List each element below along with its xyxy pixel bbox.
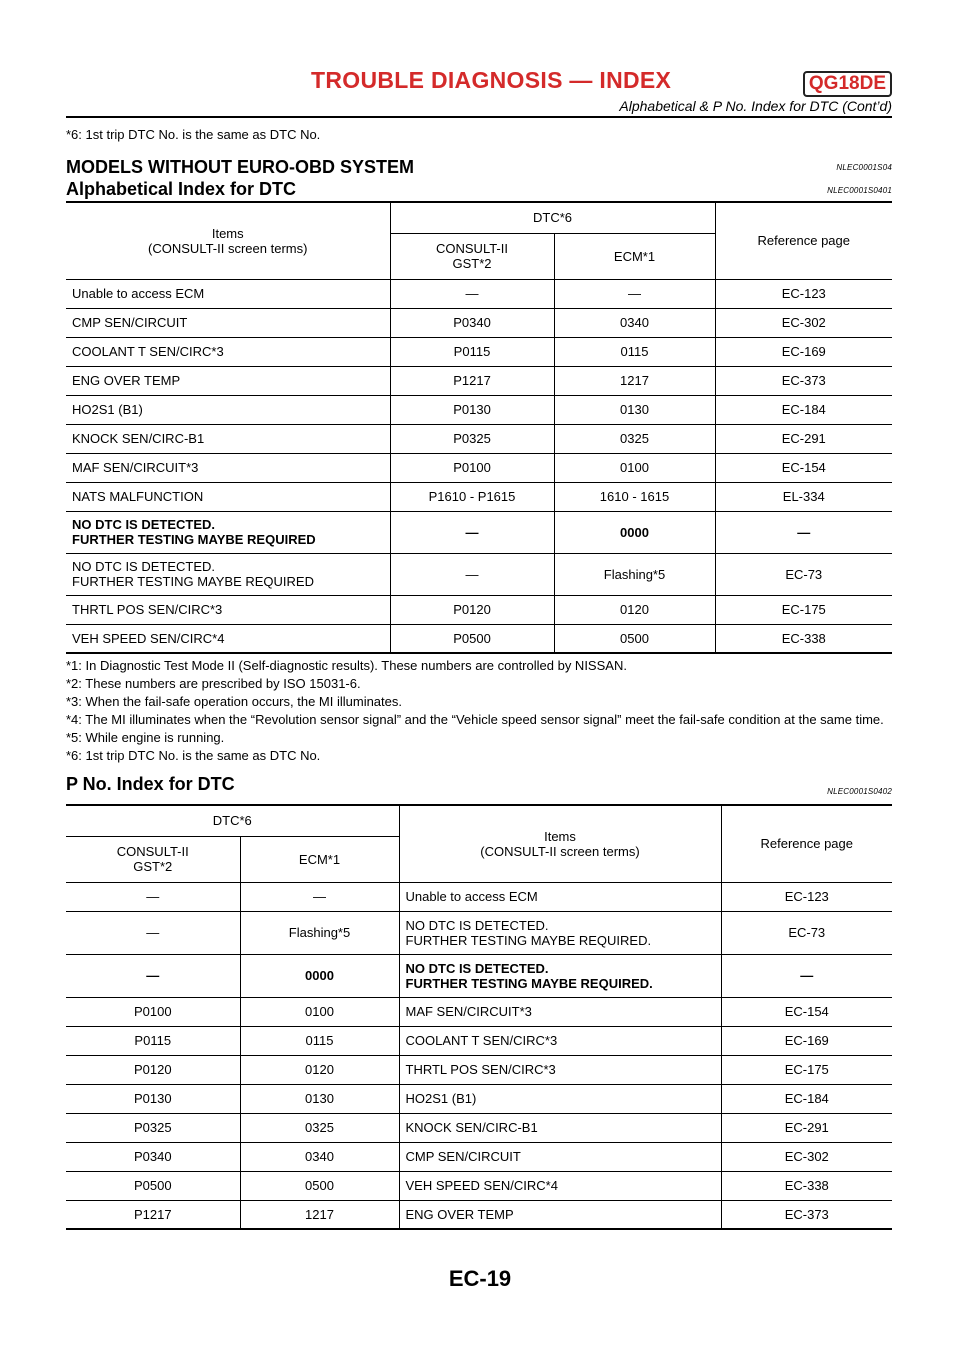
consult-cell: P0130 [66, 1084, 240, 1113]
table-row [66, 279, 892, 308]
table-row [66, 366, 892, 395]
ecm-cell: 0325 [554, 424, 715, 453]
reference-cell: EC-184 [721, 1084, 892, 1113]
reference-cell: EC-154 [721, 997, 892, 1026]
table-row [66, 624, 892, 653]
ecm-cell: 0130 [554, 395, 715, 424]
reference-cell: EC-154 [715, 453, 892, 482]
item-cell: HO2S1 (B1) [66, 395, 390, 424]
alpha-index-code: NLEC0001S0401 [827, 186, 892, 195]
item-cell: Unable to access ECM [66, 279, 390, 308]
col-header-ecm: ECM*1 [554, 233, 715, 279]
item-cell: THRTL POS SEN/CIRC*3 [66, 595, 390, 624]
ecm-cell: 0340 [554, 308, 715, 337]
ecm-cell: 0115 [554, 337, 715, 366]
table-row [66, 911, 892, 954]
footnote: *5: While engine is running. [66, 730, 225, 745]
ecm-cell: 0100 [240, 997, 399, 1026]
consult-cell: P0115 [66, 1026, 240, 1055]
consult-cell: P0500 [390, 624, 554, 653]
ecm-cell: Flashing*5 [240, 911, 399, 954]
reference-cell: EC-338 [715, 624, 892, 653]
footnote: *2: These numbers are prescribed by ISO 15031-6. [66, 676, 361, 691]
reference-cell: EC-373 [721, 1200, 892, 1229]
ecm-cell: 0000 [554, 511, 715, 553]
table-row [66, 1142, 892, 1171]
table-row [66, 1055, 892, 1084]
item-cell: Unable to access ECM [399, 882, 721, 911]
item-cell: NO DTC IS DETECTED. FURTHER TESTING MAYBE REQUIRED. [399, 911, 721, 954]
reference-cell: EC-373 [715, 366, 892, 395]
consult-cell: — [66, 882, 240, 911]
consult-cell: P0325 [66, 1113, 240, 1142]
ecm-cell: 1217 [240, 1200, 399, 1229]
reference-cell: EC-291 [721, 1113, 892, 1142]
col-header-ref: Reference page [715, 203, 892, 279]
reference-cell: EC-302 [715, 308, 892, 337]
table-row [66, 553, 892, 595]
header-subtitle: Alphabetical & P No. Index for DTC (Cont’d) [619, 98, 892, 114]
engine-code-badge: QG18DE [803, 71, 892, 97]
ecm-cell: 0000 [240, 954, 399, 997]
consult-cell: P0100 [66, 997, 240, 1026]
section-heading-block [66, 157, 892, 201]
consult-cell: P0120 [390, 595, 554, 624]
consult-cell: — [66, 954, 240, 997]
pno-index-heading: P No. Index for DTC [66, 774, 235, 794]
top-note: *6: 1st trip DTC No. is the same as DTC No. [66, 127, 321, 142]
consult-cell: P0120 [66, 1055, 240, 1084]
ecm-cell: — [240, 882, 399, 911]
consult-cell: P1217 [390, 366, 554, 395]
section-heading: MODELS WITHOUT EURO-OBD SYSTEM [66, 157, 414, 177]
ecm-cell: 0500 [240, 1171, 399, 1200]
table-row [66, 1084, 892, 1113]
item-cell: HO2S1 (B1) [399, 1084, 721, 1113]
col-header-consult: CONSULT-II GST*2 [390, 233, 554, 279]
consult-cell: P1610 - P1615 [390, 482, 554, 511]
footnote: *6: 1st trip DTC No. is the same as DTC No. [66, 748, 321, 763]
reference-cell: EC-123 [721, 882, 892, 911]
ecm-cell: 0115 [240, 1026, 399, 1055]
item-cell: THRTL POS SEN/CIRC*3 [399, 1055, 721, 1084]
ecm-cell: 0340 [240, 1142, 399, 1171]
col-header-ref: Reference page [721, 806, 892, 882]
consult-cell: P0115 [390, 337, 554, 366]
pno-heading-block [66, 774, 892, 804]
item-cell: ENG OVER TEMP [399, 1200, 721, 1229]
col-header-ecm: ECM*1 [240, 836, 399, 882]
table-row [66, 882, 892, 911]
consult-cell: P1217 [66, 1200, 240, 1229]
col-header-consult: CONSULT-II GST*2 [66, 836, 240, 882]
alpha-dtc-table [66, 203, 892, 654]
item-cell: NATS MALFUNCTION [66, 482, 390, 511]
item-cell: CMP SEN/CIRCUIT [399, 1142, 721, 1171]
pno-index-code: NLEC0001S0402 [827, 787, 892, 796]
table-row [66, 482, 892, 511]
footnote: *1: In Diagnostic Test Mode II (Self-diagnostic results). These numbers are controlled by NISSAN. [66, 658, 627, 673]
ecm-cell: 0130 [240, 1084, 399, 1113]
reference-cell: — [721, 954, 892, 997]
table-row [66, 1113, 892, 1142]
consult-cell: P0130 [390, 395, 554, 424]
item-cell: CMP SEN/CIRCUIT [66, 308, 390, 337]
item-cell: KNOCK SEN/CIRC-B1 [66, 424, 390, 453]
item-cell: MAF SEN/CIRCUIT*3 [399, 997, 721, 1026]
reference-cell: — [715, 511, 892, 553]
consult-cell: P0340 [390, 308, 554, 337]
ecm-cell: 0500 [554, 624, 715, 653]
ecm-cell: 0325 [240, 1113, 399, 1142]
item-cell: VEH SPEED SEN/CIRC*4 [399, 1171, 721, 1200]
reference-cell: EC-175 [721, 1055, 892, 1084]
item-cell: NO DTC IS DETECTED. FURTHER TESTING MAYBE REQUIRED [66, 511, 390, 553]
reference-cell: EC-169 [715, 337, 892, 366]
reference-cell: EC-175 [715, 595, 892, 624]
alpha-index-heading: Alphabetical Index for DTC [66, 179, 297, 199]
ecm-cell: 0100 [554, 453, 715, 482]
table-row [66, 453, 892, 482]
section-code: NLEC0001S04 [836, 163, 892, 172]
header-title: TROUBLE DIAGNOSIS — INDEX [311, 67, 672, 93]
reference-cell: EC-73 [721, 911, 892, 954]
reference-cell: EC-169 [721, 1026, 892, 1055]
table-row [66, 997, 892, 1026]
footnotes [66, 658, 892, 764]
consult-cell: P0100 [390, 453, 554, 482]
ecm-cell: Flashing*5 [554, 553, 715, 595]
table-row [66, 424, 892, 453]
col-header-items: Items (CONSULT-II screen terms) [399, 806, 721, 882]
consult-cell: P0500 [66, 1171, 240, 1200]
item-cell: COOLANT T SEN/CIRC*3 [399, 1026, 721, 1055]
col-header-dtc: DTC*6 [390, 203, 715, 233]
table-row [66, 954, 892, 997]
table-row [66, 337, 892, 366]
reference-cell: EC-302 [721, 1142, 892, 1171]
consult-cell: P0340 [66, 1142, 240, 1171]
manual-page [66, 0, 892, 1230]
ecm-cell: — [554, 279, 715, 308]
page-header [66, 0, 892, 118]
item-cell: NO DTC IS DETECTED. FURTHER TESTING MAYBE REQUIRED. [399, 954, 721, 997]
footnote: *3: When the fail-safe operation occurs, the MI illuminates. [66, 694, 402, 709]
reference-cell: EL-334 [715, 482, 892, 511]
item-cell: MAF SEN/CIRCUIT*3 [66, 453, 390, 482]
item-cell: VEH SPEED SEN/CIRC*4 [66, 624, 390, 653]
consult-cell: — [66, 911, 240, 954]
header-divider [66, 116, 892, 118]
consult-cell: — [390, 279, 554, 308]
reference-cell: EC-338 [721, 1171, 892, 1200]
reference-cell: EC-123 [715, 279, 892, 308]
consult-cell: P0325 [390, 424, 554, 453]
table-row [66, 308, 892, 337]
consult-cell: — [390, 553, 554, 595]
table-row [66, 595, 892, 624]
item-cell: COOLANT T SEN/CIRC*3 [66, 337, 390, 366]
table-row [66, 1171, 892, 1200]
table-row [66, 511, 892, 553]
ecm-cell: 1217 [554, 366, 715, 395]
ecm-cell: 1610 - 1615 [554, 482, 715, 511]
ecm-cell: 0120 [554, 595, 715, 624]
page-number: EC-19 [448, 1266, 512, 1291]
footnote: *4: The MI illuminates when the “Revolution sensor signal” and the “Vehicle speed sensor signal” meet the fail-safe condition at the same time. [66, 712, 884, 727]
item-cell: NO DTC IS DETECTED. FURTHER TESTING MAYBE REQUIRED [66, 553, 390, 595]
table-row [66, 395, 892, 424]
col-header-items: Items (CONSULT-II screen terms) [66, 203, 390, 279]
col-header-dtc: DTC*6 [66, 806, 399, 836]
reference-cell: EC-291 [715, 424, 892, 453]
table-row [66, 1200, 892, 1229]
item-cell: ENG OVER TEMP [66, 366, 390, 395]
consult-cell: — [390, 511, 554, 553]
ecm-cell: 0120 [240, 1055, 399, 1084]
reference-cell: EC-184 [715, 395, 892, 424]
item-cell: KNOCK SEN/CIRC-B1 [399, 1113, 721, 1142]
reference-cell: EC-73 [715, 553, 892, 595]
pno-dtc-table [66, 806, 892, 1230]
table-row [66, 1026, 892, 1055]
